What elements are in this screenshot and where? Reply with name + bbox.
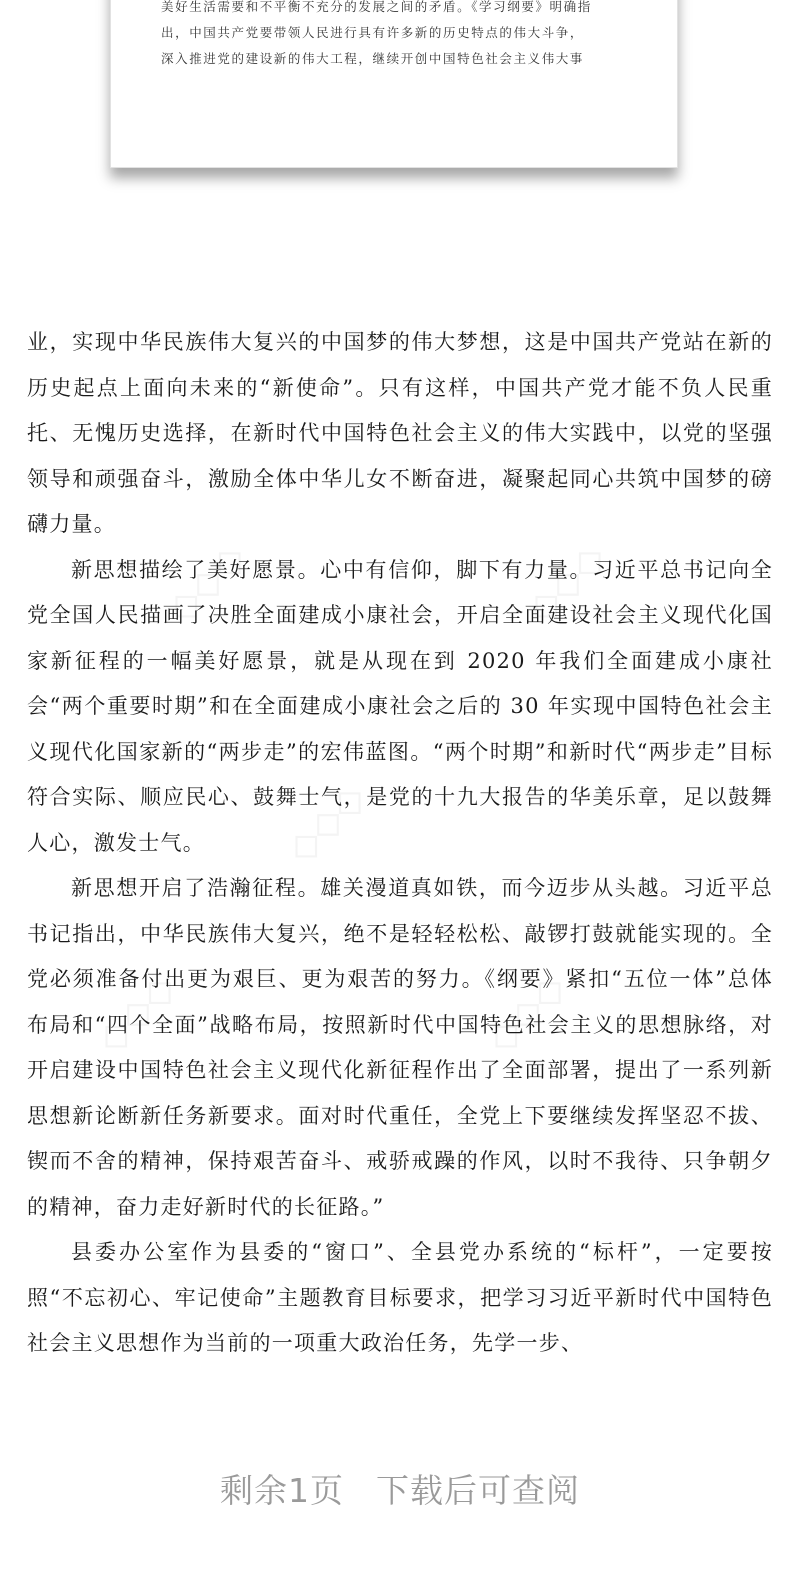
preview-line: 出，中国共产党要带领人民进行具有许多新的历史特点的伟大斗争， bbox=[161, 25, 585, 40]
download-to-view-hint[interactable]: 下载后可查阅 bbox=[376, 1471, 580, 1510]
preview-line: 深入推进党的建设新的伟大工程，继续开创中国特色社会主义伟大事 bbox=[161, 51, 585, 66]
watermark: ◇◇◇ bbox=[477, 964, 576, 1062]
paragraph: 县委办公室作为县委的“窗口”、全县党办系统的“标杆”，一定要按照“不忘初心、牢记使命”主题教育目标要求，把学习习近平新时代中国特色社会主义思想作为当前的一项重大政治任务，先学一步、 bbox=[27, 1240, 773, 1355]
watermark: ◇◇◇ bbox=[87, 964, 186, 1062]
watermark: ◇◇◇ bbox=[517, 534, 616, 632]
remaining-pages-notice[interactable] bbox=[0, 1465, 800, 1512]
document-body bbox=[27, 320, 773, 1367]
watermark: ◇◇◇ bbox=[277, 774, 376, 872]
remaining-pages-count: 剩余1页 bbox=[220, 1471, 344, 1510]
paragraph: 新思想开启了浩瀚征程。雄关漫道真如铁，而今迈步从头越。习近平总书记指出，中华民族伟大复兴，绝不是轻轻松松、敲锣打鼓就能实现的。全党必须准备付出更为艰巨、更为艰苦的努力。《纲要》紧扣“五位一体”总体布局和“四个全面”战略布局，按照新时代中国特色社会主义的思想脉络，对开启建设中国特色社会主义现代化新征程作出了全面部署，提出了一系列新思想新论断新任务新要求。面对时代重任，全党上下要继续发挥坚忍不拔、锲而不舍的精神，保持艰苦奋斗、戒骄戒躁的作风，以时不我待、只争朝夕的精神，奋力走好新时代的长征路。” bbox=[27, 876, 773, 1219]
paragraph: 新思想描绘了美好愿景。心中有信仰，脚下有力量。习近平总书记向全党全国人民描画了决胜全面建成小康社会，开启全面建设社会主义现代化国家新征程的一幅美好愿景，就是从现在到 2020 年我们全面建成小康社会“两个重要时期”和在全面建成小康社会之后的 30 年实现中国特色社会主义现代化国家新的“两步走”的宏伟蓝图。“两个时期”和新时代“两步走”目标符合实际、顺应民心、鼓舞士气，是党的十九大报告的华美乐章，足以鼓舞人心，激发士气。 bbox=[27, 557, 773, 855]
preview-line: 美好生活需要和不平衡不充分的发展之间的矛盾。《学习纲要》明确指 bbox=[161, 0, 592, 14]
watermark: ◇◇◇ bbox=[157, 534, 256, 632]
previous-page-preview bbox=[110, 0, 678, 168]
paragraph: 业，实现中华民族伟大复兴的中国梦的伟大梦想，这是中国共产党站在新的历史起点上面向未来的“新使命”。只有这样，中国共产党才能不负人民重托、无愧历史选择，在新时代中国特色社会主义的伟大实践中，以党的坚强领导和顽强奋斗，激励全体中华儿女不断奋进，凝聚起同心共筑中国梦的磅礴力量。 bbox=[27, 330, 773, 536]
